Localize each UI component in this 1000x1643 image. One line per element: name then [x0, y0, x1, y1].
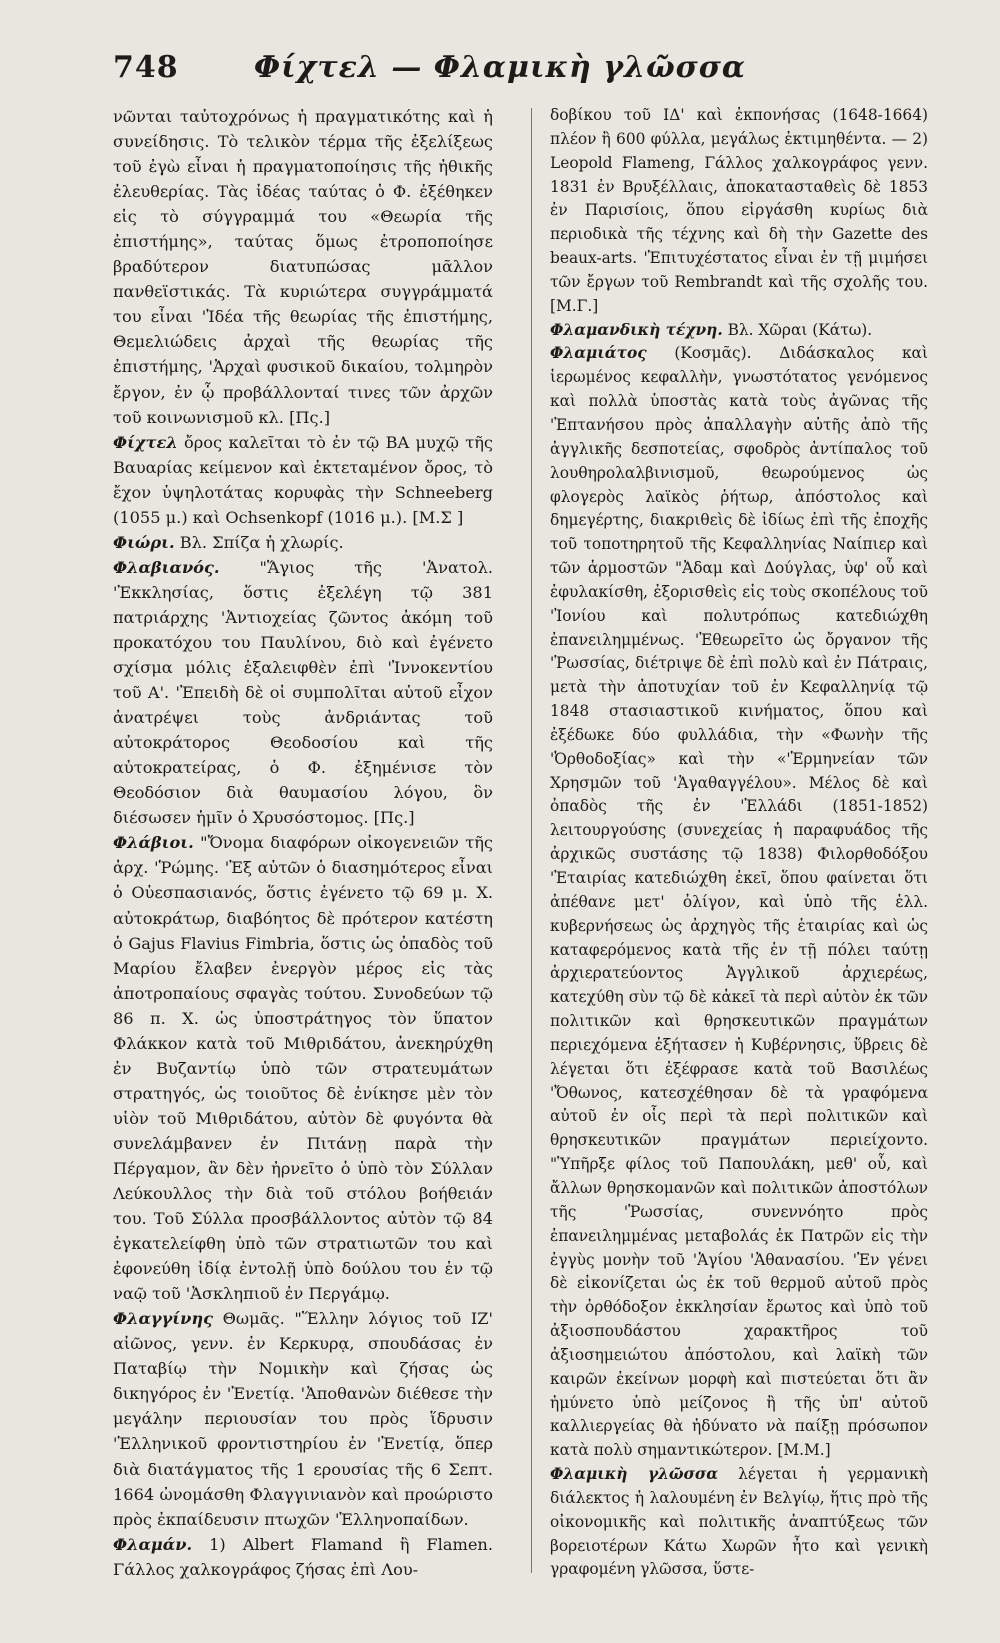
right-column: [550, 104, 928, 1582]
headword: Φλαμανδικὴ τέχνη.: [550, 320, 723, 339]
entry-flangines: [113, 1306, 493, 1531]
headword: Φλαμάν.: [113, 1534, 193, 1554]
left-column: [113, 104, 493, 1582]
entry-text: ὄρος καλεῖται τὸ ἐν τῷ ΒΑ μυχῷ τῆς Βαυαρίας κείμενον καὶ ἐκτεταμένον ὄρος, τὸ ἔχον ὑψηλοτάτας κορυφὰς τὴν Schneeberg (1055 μ.) καὶ Ochsenkopf (1016 μ.). [Μ.Σ ]: [113, 432, 493, 527]
headword: Φλαβιανός.: [113, 557, 220, 577]
entry-fichtel: [113, 430, 493, 530]
entry-flamandike-techne: [550, 319, 928, 343]
headword: Φλαμιάτος: [550, 344, 647, 363]
headword: Φλαγγίνης: [113, 1309, 213, 1329]
headword: Φίχτελ: [113, 432, 178, 452]
headword: Φιώρι.: [113, 532, 175, 552]
entry-flavioi: [113, 830, 493, 1306]
continued-text: δοβίκου τοῦ ΙΔ' καὶ ἐκπονήσας (1648-1664) πλέον ἢ 600 φύλλα, μεγάλως ἐκτιμηθέντα. — 2) Leopold Flameng, Γάλλος χαλκογράφος γενν. 1831 ἐν Βρυξέλλαις, ἀποκατασταθεὶς δὲ 1853 ἐν Παρισίοις, ὅπου εἰργάσθη κυρίως διὰ περιοδικὰ τῆς τέχνης καὶ δὴ τὴν Gazette des beaux-arts. 'Ἐπιτυχέστατος εἶναι ἐν τῇ μιμήσει τῶν ἔργων τοῦ Rembrandt καὶ τῆς σχολῆς του. [Μ.Γ.]: [550, 106, 928, 315]
entry-text: "Ὄνομα διαφόρων οἰκογενειῶν τῆς ἀρχ. 'Ῥώμης. 'Ἐξ αὐτῶν ὁ διασημότερος εἶναι ὁ Οὐεσπασιανός, ὅστις ἐγένετο τῷ 69 μ. Χ. αὐτοκράτωρ, διαβόητος δὲ πρότερον κατέστη ὁ Gajus Flavius Fimbria, ὅστις ὡς ὀπαδὸς τοῦ Μαρίου ἔλαβεν ἐνεργὸν μέρος εἰς τὰς ἀποτροπαίους σφαγὰς τούτου. Συνοδεύων τῷ 86 π. Χ. ὡς ὑποστράτηγος τὸν ὕπατον Φλάκκον κατὰ τοῦ Μιθριδάτου, ἀνεκηρύχθη ἐν Βυζαντίῳ ὑπὸ τῶν στρατευμάτων στρατηγός, ὡς τοιοῦτος δὲ ἐνίκησε μὲν τὸν υἱὸν τοῦ Μιθριδάτου, αὐτὸν δὲ φυγόντα θὰ συνελάμβανεν ἐν Πιτάνῃ παρὰ τὴν Πέργαμον, ἂν δὲν ἠρνεῖτο ὁ ὑπὸ τὸν Σύλλαν Λεύκουλλος τὴν διὰ τοῦ στόλου βοήθειάν του. Τοῦ Σύλλα προσβάλλοντος αὐτὸν τῷ 84 ἐγκατελείφθη ὑπὸ τῶν στρατιωτῶν του καὶ ἐφονεύθη ἰδίᾳ ἐντολῇ ὑπὸ δούλου του ἐν τῷ ναῷ τοῦ 'Ἀσκληπιοῦ ἐν Περγάμῳ.: [113, 833, 493, 1304]
entry-text: 1) Albert Flamand ἢ Flamen. Γάλλος χαλκογράφος ζήσας ἐπὶ Λου-: [113, 1534, 493, 1579]
entry-flamiatos: [550, 342, 928, 1463]
page-number: 748: [113, 50, 179, 85]
entry-text: Βλ. Χῶραι (Κάτω).: [722, 320, 873, 339]
entry-text: λέγεται ἡ γερμανικὴ διάλεκτος ἡ λαλουμένη ἐν Βελγίῳ, ἥτις πρὸ τῆς οἰκονομικῆς καὶ πολιτικῆς ἀναπτύξεως τῶν βορειοτέρων Κάτω Χωρῶν ἦτο καὶ γενικὴ γραφομένη γλῶσσα, ὕστε-: [550, 1465, 928, 1579]
entry-text: (Κοσμᾶς). Διδάσκαλος καὶ ἱερωμένος κεφαλλὴν, γνωστότατος γενόμενος καὶ πολλὰ ὑποστὰς κατὰ τοὺς ἀγῶνας τῆς 'Ἑπτανήσου πρὸς ἀπαλλαγὴν αὐτῆς ἀπὸ τῆς ἀγγλικῆς δεσποτείας, σφοδρὸς ἀντίπαλος τοῦ λουθηρολαλβινισμοῦ, θεωρούμενος ὡς φλογερὸς λαϊκὸς ῥήτωρ, ἀπόστολος καὶ δημεγέρτης, διακριθεὶς δὲ ἰδίως ἐπὶ τῆς ἐποχῆς τοῦ τοποτηρητοῦ τῆς Κεφαλληνίας Ναίπιερ καὶ τῶν ἁρμοστῶν "Ἀδαμ καὶ Δούγλας, ὑφ' οὗ καὶ ἐφυλακίσθη, ἐξορισθεὶς εἰς τοὺς σκοπέλους τοῦ 'Ἰονίου καὶ πολυτρόπως κατεδιώχθη ἐπανειλημμένως. 'Ἐθεωρεῖτο ὡς ὄργανον τῆς 'Ῥωσσίας, διέτριψε δὲ ἐπὶ πολὺ καὶ ἐν Πάτραις, μετὰ τὴν ἀποτυχίαν τοῦ ἐν Κεφαλληνίᾳ τῷ 1848 στασιαστικοῦ κινήματος, ὅπου καὶ ἐξέδωκε δύο φυλλάδια, τὴν «Φωνὴν τῆς 'Ὀρθοδοξίας» καὶ τὴν «'Ἑρμηνείαν τῶν Χρησμῶν τοῦ 'Ἀγαθαγγέλου». Μέλος δὲ καὶ ὀπαδὸς τῆς ἐν 'Ἑλλάδι (1851-1852) λειτουργούσης (συνεχείας ἡ παραφυάδος τῆς ἀρχικῶς συστάσης τῷ 1838) Φιλορθοδόξου 'Ἑταιρίας κατεδιώχθη ἐκεῖ, ὅπου φαίνεται ὅτι ἀπέθανε μετ' ὀλίγον, καὶ ὑπὸ τῆς ἑλλ. κυβερνήσεως ὡς ἀρχηγὸς τῆς ἑταιρίας καὶ ὡς καταφερόμενος κατὰ τῆς ἐν τῇ πόλει ταύτῃ ἀρχιερατεύοντος Ἀγγλικοῦ ἀρχιερέως, κατεχύθη σὺν τῷ δὲ κἀκεῖ τὰ περὶ αὐτὸν ἐκ τῶν πολιτικῶν καὶ θρησκευτικῶν πραγμάτων περιεχόμενα ἐξήτασεν ἡ Κυβέρνησις, ὕβρεις δὲ λέγεται ὅτι ἐξέφρασε κατὰ τοῦ Βασιλέως 'Ὄθωνος, κατεσχέθησαν δὲ τὰ γραφόμενα αὐτοῦ ἐν οἷς περὶ τὰ περὶ πολιτικῶν καὶ θρησκευτικῶν πραγμάτων περιείχοντο. "Ὑπῆρξε φίλος τοῦ Παπουλάκη, μεθ' οὗ, καὶ ἄλλων θρησκομανῶν καὶ πολιτικῶν ἀποστόλων τῆς 'Ῥωσσίας, συνεννόητο πρὸς ἐπανειλημμένας μεταβολάς ἐκ Πατρῶν εἰς τὴν ἐγγὺς μονὴν τοῦ 'Ἁγίου 'Ἀθανασίου. 'Ἐν γένει δὲ εἰκονίζεται ὡς ἐκ τοῦ θερμοῦ αὐτοῦ πρὸς τὴν ὀρθόδοξον ἐκκλησίαν ἔρωτος καὶ ὑπὸ τοῦ ἀξιοσπουδάστου χαρακτῆρος τοῦ ἀξιοσημειώτου ἀπόστολου, καὶ λαϊκὴ τῶν καιρῶν ἐκείνων μορφὴ καὶ πιστεύεται ὅτι ἂν ἠμύνετο ὑπὸ μείζονος ἢ τῆς ὑπ' αὐτοῦ καλλιεργείας θὰ ἠδύνατο νὰ παίξῃ πρόσωπον κατὰ πολὺ σημαντικώτερον. [Μ.Μ.]: [550, 344, 928, 1460]
entry-flaman: [113, 1532, 493, 1582]
headword: Φλαμικὴ γλῶσσα: [550, 1465, 719, 1484]
headword: Φλάβιοι.: [113, 833, 194, 853]
entry-text: "Ἅγιος τῆς 'Ἀνατολ. 'Ἐκκλησίας, ὅστις ἐξελέγη τῷ 381 πατριάρχης 'Ἀντιοχείας ζῶντος ἀκόμη τοῦ προκατόχου του Παυλίνου, διὸ καὶ ἐγένετο σχίσμα μόλις ἐξαλειφθὲν ἐπὶ 'Ἰννοκεντίου τοῦ Α'. 'Ἐπειδὴ δὲ οἱ συμπολῖται αὐτοῦ εἶχον ἀνατρέψει τοὺς ἀνδριάντας τοῦ αὐτοκράτορος Θεοδοσίου καὶ τῆς αὐτοκρατείρας, ὁ Φ. ἐξημένισε τὸν Θεοδόσιον διὰ θαυμασίου λόγου, ὃν διέσωσεν ἡμῖν ὁ Χρυσόστομος. [Πς.]: [113, 557, 493, 828]
entry-text: Βλ. Σπίζα ἡ χλωρίς.: [174, 532, 344, 552]
entry-flamike-glossa: [550, 1463, 928, 1582]
column-divider: [531, 108, 532, 1573]
entry-flavianos: [113, 555, 493, 831]
entry-fiori: [113, 530, 493, 555]
continued-text: νῶνται ταὐτοχρόνως ἡ πραγματικότης καὶ ἡ συνείδησις. Τὸ τελικὸν τέρμα τῆς ἐξελίξεως τοῦ ἐγὼ εἶναι ἡ πραγματοποίησις τῆς ἠθικῆς ἐλευθερίας. Τὰς ἰδέας ταύτας ὁ Φ. ἐξέθηκεν εἰς τὸ σύγγραμμά του «Θεωρία τῆς ἐπιστήμης», ταύτας ὅμως ἐτροποποίησε βραδύτερον διατυπώσας μᾶλλον πανθεϊστικάς. Τὰ κυριώτερα συγγράμματά του εἶναι 'Ἰδέα τῆς θεωρίας τῆς ἐπιστήμης, Θεμελιώδεις ἀρχαὶ τῆς θεωρίας τῆς ἐπιστήμης, 'Ἀρχαὶ φυσικοῦ δικαίου, τολμηρὸν ἔργον, ἐν ᾧ προβάλλονταί τινες τῶν ἀρχῶν τοῦ κοινωνισμοῦ κλ. [Πς.]: [113, 107, 493, 427]
running-head: Φίχτελ — Φλαμικὴ γλῶσσα: [254, 50, 746, 85]
entry-text: Θωμᾶς. "Ἕλλην λόγιος τοῦ ΙΖ' αἰῶνος, γενν. ἐν Κερκυρᾳ, σπουδάσας ἐν Παταβίῳ τὴν Νομικὴν καὶ ζήσας ὡς δικηγόρος ἐν 'Ἐνετίᾳ. 'Ἀποθανὼν διέθεσε τὴν μεγάλην περιουσίαν του πρὸς ἵδρυσιν 'Ἑλληνικοῦ φροντιστηρίου ἐν 'Ἐνετίᾳ, ὅπερ διὰ διατάγματος τῆς 1 ερουσίας τῆς 6 Σεπτ. 1664 ὠνομάσθη Φλαγγινιανὸν καὶ προώριστο πρὸς ἐκπαίδευσιν πτωχῶν 'Ἑλληνοπαίδων.: [113, 1309, 493, 1529]
